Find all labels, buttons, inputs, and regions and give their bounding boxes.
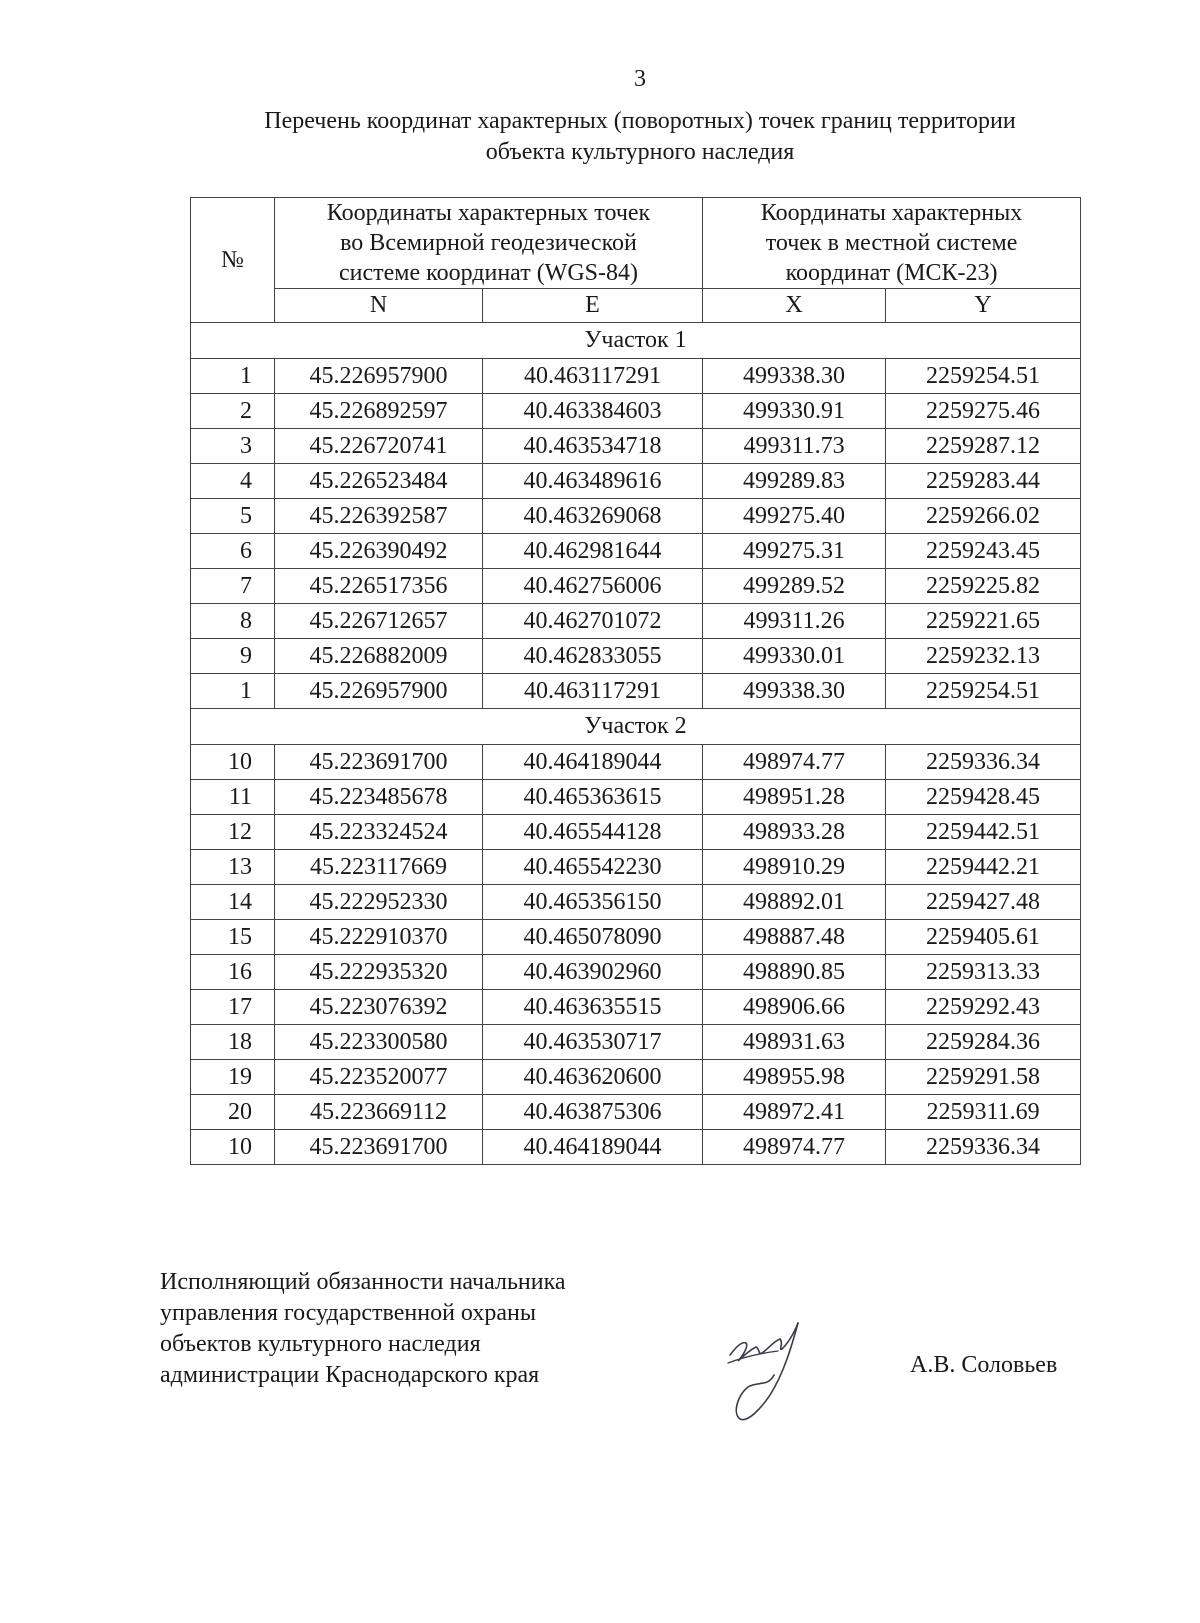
msk23-y-cell: 2259442.51 <box>886 815 1081 850</box>
wgs84-header-line-1: Координаты характерных точек <box>326 200 651 226</box>
wgs84-n-cell: 45.223669112 <box>275 1095 483 1130</box>
wgs84-e-cell: 40.463902960 <box>483 955 703 990</box>
msk23-y-cell: 2259336.34 <box>886 745 1081 780</box>
wgs84-n-cell: 45.223324524 <box>275 815 483 850</box>
wgs84-e-cell: 40.463875306 <box>483 1095 703 1130</box>
point-number-cell: 3 <box>191 429 275 464</box>
wgs84-header-line-2: во Всемирной геодезической <box>340 230 637 256</box>
wgs84-e-cell: 40.462833055 <box>483 639 703 674</box>
msk23-x-cell: 499338.30 <box>703 674 886 709</box>
page-number: 3 <box>634 66 646 92</box>
wgs84-e-cell: 40.465356150 <box>483 885 703 920</box>
column-header-e: E <box>483 289 703 323</box>
wgs84-e-cell: 40.465363615 <box>483 780 703 815</box>
wgs84-n-cell: 45.226392587 <box>275 499 483 534</box>
table-row <box>191 1025 1081 1060</box>
table-row <box>191 990 1081 1025</box>
table-row <box>191 534 1081 569</box>
msk23-x-cell: 498892.01 <box>703 885 886 920</box>
msk23-x-cell: 498951.28 <box>703 780 886 815</box>
wgs84-n-cell: 45.222910370 <box>275 920 483 955</box>
document-title-line-2: объекта культурного наследия <box>485 139 795 165</box>
table-row <box>191 885 1081 920</box>
msk23-x-cell: 499311.26 <box>703 604 886 639</box>
wgs84-e-cell: 40.462756006 <box>483 569 703 604</box>
point-number-cell: 19 <box>191 1060 275 1095</box>
point-number-cell: 17 <box>191 990 275 1025</box>
msk23-y-cell: 2259442.21 <box>886 850 1081 885</box>
msk23-x-cell: 498974.77 <box>703 745 886 780</box>
table-row <box>191 815 1081 850</box>
msk23-x-cell: 498931.63 <box>703 1025 886 1060</box>
table-header-row <box>191 198 1081 289</box>
wgs84-e-cell: 40.463269068 <box>483 499 703 534</box>
msk23-y-cell: 2259428.45 <box>886 780 1081 815</box>
column-group-header-msk23 <box>703 198 1081 289</box>
document-title-line-1: Перечень координат характерных (поворотных) точек границ территории <box>264 108 1016 134</box>
wgs84-e-cell: 40.462701072 <box>483 604 703 639</box>
table-row <box>191 569 1081 604</box>
msk23-y-cell: 2259254.51 <box>886 674 1081 709</box>
msk23-x-cell: 499289.52 <box>703 569 886 604</box>
table-body <box>191 323 1081 1165</box>
point-number-cell: 18 <box>191 1025 275 1060</box>
table-row <box>191 429 1081 464</box>
point-number-cell: 5 <box>191 499 275 534</box>
msk23-x-cell: 499289.83 <box>703 464 886 499</box>
point-number-cell: 15 <box>191 920 275 955</box>
point-number-cell: 11 <box>191 780 275 815</box>
table-row <box>191 920 1081 955</box>
wgs84-e-cell: 40.463635515 <box>483 990 703 1025</box>
point-number-cell: 7 <box>191 569 275 604</box>
section-title: Участок 2 <box>191 709 1081 745</box>
table-row <box>191 464 1081 499</box>
point-number-cell: 4 <box>191 464 275 499</box>
table-row <box>191 955 1081 990</box>
msk23-y-cell: 2259291.58 <box>886 1060 1081 1095</box>
msk23-x-cell: 499275.31 <box>703 534 886 569</box>
msk23-x-cell: 498974.77 <box>703 1130 886 1165</box>
coordinates-table <box>190 197 1081 1165</box>
signatory-name: А.В. Соловьев <box>910 1352 1058 1378</box>
point-number-cell: 1 <box>191 359 275 394</box>
wgs84-n-cell: 45.226390492 <box>275 534 483 569</box>
wgs84-n-cell: 45.223300580 <box>275 1025 483 1060</box>
table-row <box>191 1095 1081 1130</box>
wgs84-e-cell: 40.464189044 <box>483 1130 703 1165</box>
msk23-y-cell: 2259313.33 <box>886 955 1081 990</box>
wgs84-e-cell: 40.465078090 <box>483 920 703 955</box>
point-number-cell: 14 <box>191 885 275 920</box>
wgs84-n-cell: 45.226882009 <box>275 639 483 674</box>
point-number-cell: 12 <box>191 815 275 850</box>
table-row <box>191 499 1081 534</box>
wgs84-n-cell: 45.223117669 <box>275 850 483 885</box>
point-number-cell: 16 <box>191 955 275 990</box>
msk23-y-cell: 2259225.82 <box>886 569 1081 604</box>
msk23-y-cell: 2259284.36 <box>886 1025 1081 1060</box>
msk23-y-cell: 2259287.12 <box>886 429 1081 464</box>
msk23-x-cell: 498910.29 <box>703 850 886 885</box>
point-number-cell: 10 <box>191 1130 275 1165</box>
wgs84-n-cell: 45.226523484 <box>275 464 483 499</box>
table-row <box>191 394 1081 429</box>
msk23-y-cell: 2259254.51 <box>886 359 1081 394</box>
msk23-x-cell: 499338.30 <box>703 359 886 394</box>
msk23-x-cell: 498890.85 <box>703 955 886 990</box>
column-header-x: X <box>703 289 886 323</box>
wgs84-n-cell: 45.223485678 <box>275 780 483 815</box>
msk23-x-cell: 499330.01 <box>703 639 886 674</box>
signatory-position <box>160 1267 566 1391</box>
wgs84-n-cell: 45.226957900 <box>275 674 483 709</box>
point-number-cell: 20 <box>191 1095 275 1130</box>
wgs84-e-cell: 40.464189044 <box>483 745 703 780</box>
msk23-header-line-3: координат (МСК-23) <box>785 260 998 286</box>
msk23-y-cell: 2259405.61 <box>886 920 1081 955</box>
wgs84-e-cell: 40.463117291 <box>483 359 703 394</box>
wgs84-e-cell: 40.462981644 <box>483 534 703 569</box>
msk23-x-cell: 499330.91 <box>703 394 886 429</box>
column-header-y: Y <box>886 289 1081 323</box>
signatory-position-line-2: управления государственной охраны <box>160 1300 536 1326</box>
msk23-x-cell: 498906.66 <box>703 990 886 1025</box>
msk23-y-cell: 2259275.46 <box>886 394 1081 429</box>
wgs84-n-cell: 45.226892597 <box>275 394 483 429</box>
msk23-y-cell: 2259292.43 <box>886 990 1081 1025</box>
column-header-number: № <box>191 198 275 323</box>
wgs84-n-cell: 45.226712657 <box>275 604 483 639</box>
point-number-cell: 13 <box>191 850 275 885</box>
section-row <box>191 323 1081 359</box>
wgs84-n-cell: 45.223691700 <box>275 745 483 780</box>
wgs84-e-cell: 40.463620600 <box>483 1060 703 1095</box>
table-row <box>191 359 1081 394</box>
document-title <box>0 106 1200 168</box>
point-number-cell: 8 <box>191 604 275 639</box>
wgs84-e-cell: 40.465542230 <box>483 850 703 885</box>
table-row <box>191 674 1081 709</box>
wgs84-n-cell: 45.226720741 <box>275 429 483 464</box>
point-number-cell: 2 <box>191 394 275 429</box>
signatory-position-line-3: объектов культурного наследия <box>160 1331 481 1357</box>
table-row <box>191 1060 1081 1095</box>
msk23-x-cell: 499311.73 <box>703 429 886 464</box>
msk23-header-line-1: Координаты характерных <box>760 200 1023 226</box>
wgs84-e-cell: 40.465544128 <box>483 815 703 850</box>
section-row <box>191 709 1081 745</box>
wgs84-e-cell: 40.463534718 <box>483 429 703 464</box>
column-group-header-wgs84 <box>275 198 703 289</box>
column-header-n: N <box>275 289 483 323</box>
msk23-y-cell: 2259266.02 <box>886 499 1081 534</box>
table-row <box>191 850 1081 885</box>
table-subheader-row <box>191 289 1081 323</box>
wgs84-n-cell: 45.226517356 <box>275 569 483 604</box>
msk23-y-cell: 2259427.48 <box>886 885 1081 920</box>
msk23-x-cell: 498887.48 <box>703 920 886 955</box>
wgs84-n-cell: 45.223076392 <box>275 990 483 1025</box>
point-number-cell: 1 <box>191 674 275 709</box>
wgs84-e-cell: 40.463384603 <box>483 394 703 429</box>
point-number-cell: 10 <box>191 745 275 780</box>
msk23-x-cell: 499275.40 <box>703 499 886 534</box>
wgs84-header-line-3: системе координат (WGS-84) <box>339 260 638 286</box>
point-number-cell: 9 <box>191 639 275 674</box>
msk23-y-cell: 2259311.69 <box>886 1095 1081 1130</box>
signatory-position-line-1: Исполняющий обязанности начальника <box>160 1269 566 1295</box>
wgs84-e-cell: 40.463489616 <box>483 464 703 499</box>
msk23-y-cell: 2259283.44 <box>886 464 1081 499</box>
table-row <box>191 745 1081 780</box>
wgs84-n-cell: 45.223520077 <box>275 1060 483 1095</box>
wgs84-e-cell: 40.463530717 <box>483 1025 703 1060</box>
table-row <box>191 639 1081 674</box>
section-title: Участок 1 <box>191 323 1081 359</box>
wgs84-n-cell: 45.226957900 <box>275 359 483 394</box>
msk23-x-cell: 498955.98 <box>703 1060 886 1095</box>
msk23-y-cell: 2259221.65 <box>886 604 1081 639</box>
msk23-y-cell: 2259336.34 <box>886 1130 1081 1165</box>
wgs84-n-cell: 45.222952330 <box>275 885 483 920</box>
msk23-header-line-2: точек в местной системе <box>765 230 1018 256</box>
table-row <box>191 604 1081 639</box>
msk23-x-cell: 498972.41 <box>703 1095 886 1130</box>
point-number-cell: 6 <box>191 534 275 569</box>
wgs84-e-cell: 40.463117291 <box>483 674 703 709</box>
msk23-x-cell: 498933.28 <box>703 815 886 850</box>
signatory-position-line-4: администрации Краснодарского края <box>160 1362 540 1388</box>
wgs84-n-cell: 45.222935320 <box>275 955 483 990</box>
table-row <box>191 1130 1081 1165</box>
msk23-y-cell: 2259243.45 <box>886 534 1081 569</box>
wgs84-n-cell: 45.223691700 <box>275 1130 483 1165</box>
msk23-y-cell: 2259232.13 <box>886 639 1081 674</box>
table-row <box>191 780 1081 815</box>
handwritten-signature-icon <box>718 1303 808 1428</box>
